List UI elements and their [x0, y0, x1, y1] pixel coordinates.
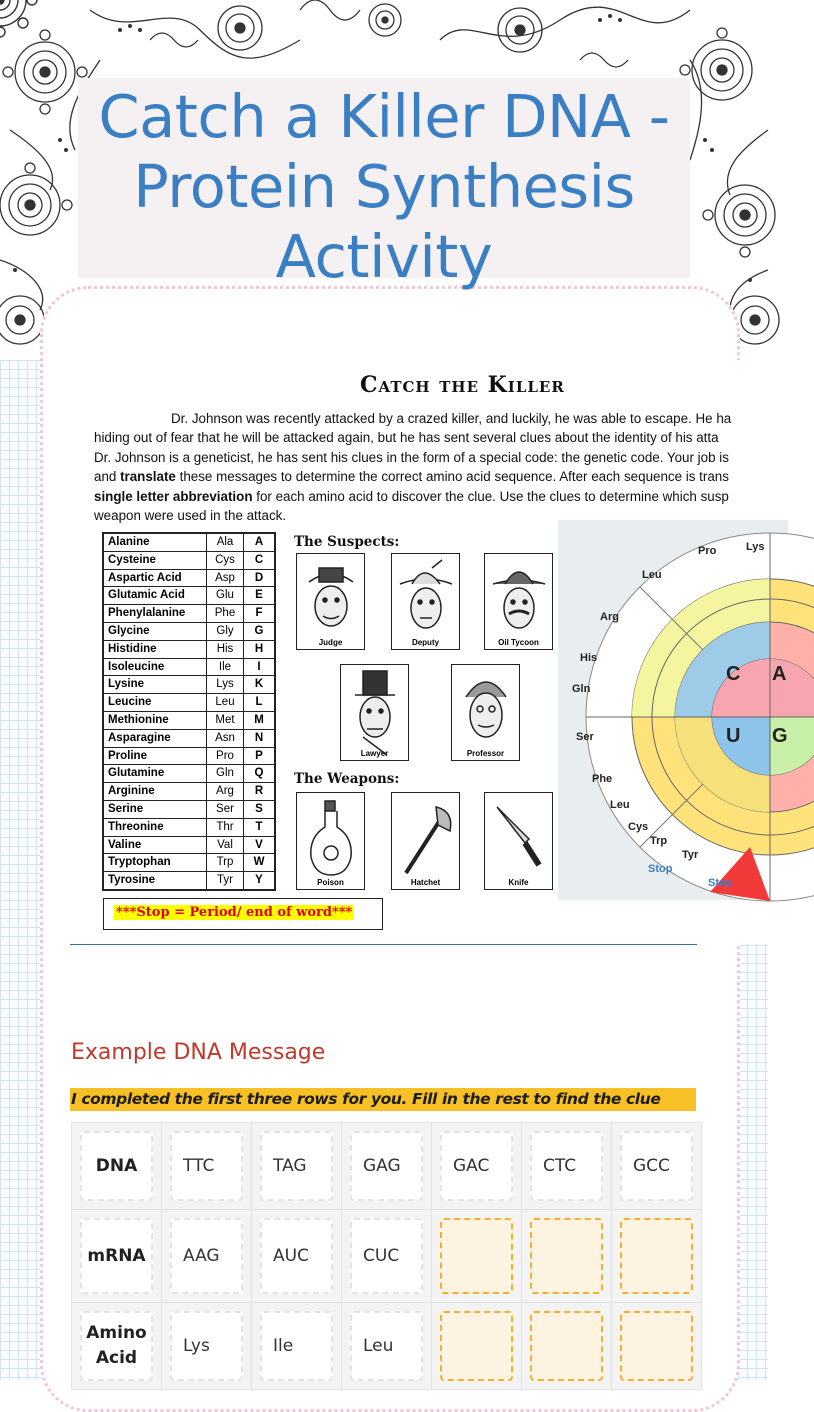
wheel-label: Phe — [592, 773, 613, 785]
cell-value: AAG — [170, 1218, 243, 1294]
suspect-caption: Judge — [318, 638, 343, 647]
table-cell — [432, 1123, 522, 1210]
answer-input[interactable] — [530, 1218, 603, 1294]
worksheet-heading: Catch the Killer — [360, 372, 565, 398]
amino-acid-row — [103, 872, 275, 890]
suspect-deputy — [391, 553, 460, 650]
amino-acid-row — [103, 836, 275, 854]
three-letter-code: Arg — [207, 783, 244, 801]
wheel-label: Stop — [648, 863, 673, 875]
three-letter-code: Asn — [207, 729, 244, 747]
amino-acid-name: Phenylalanine — [103, 605, 207, 623]
three-letter-code: His — [207, 640, 244, 658]
three-letter-code: Val — [207, 836, 244, 854]
worksheet-paragraph — [94, 409, 814, 525]
three-letter-code: Tyr — [207, 872, 244, 890]
one-letter-code: P — [244, 747, 276, 765]
three-letter-code: Glu — [207, 587, 244, 605]
one-letter-code: G — [244, 622, 276, 640]
paragraph-line: Dr. Johnson was recently attacked by a crazed killer, and luckily, he was able to escape. He ha — [171, 411, 732, 426]
dna-table-row — [72, 1123, 702, 1210]
cell-value: GAG — [350, 1131, 423, 1201]
amino-acid-row — [103, 765, 275, 783]
weapon-knife — [484, 792, 553, 890]
wheel-label: Leu — [642, 569, 662, 581]
one-letter-code: C — [244, 551, 276, 569]
table-cell — [252, 1210, 342, 1303]
instruction-text: I completed the first three rows for you. Fill in the rest to find the clue — [71, 1090, 661, 1108]
amino-acid-row — [103, 587, 275, 605]
amino-acid-name: Serine — [103, 800, 207, 818]
three-letter-code: Leu — [207, 694, 244, 712]
row-label-cell — [72, 1303, 162, 1390]
wheel-label: Lys — [746, 541, 765, 553]
one-letter-code: Q — [244, 765, 276, 783]
table-cell — [342, 1123, 432, 1210]
dna-table-row — [72, 1303, 702, 1390]
one-letter-code: F — [244, 605, 276, 623]
three-letter-code: Thr — [207, 818, 244, 836]
amino-acid-row — [103, 533, 275, 551]
wheel-base: A — [772, 663, 787, 685]
table-cell — [522, 1303, 612, 1390]
suspect-caption: Lawyer — [360, 749, 389, 758]
one-letter-code: M — [244, 711, 276, 729]
table-cell — [252, 1303, 342, 1390]
wheel-label: Leu — [610, 799, 630, 811]
amino-acid-row — [103, 818, 275, 836]
codon-wheel — [558, 520, 788, 900]
amino-acid-row — [103, 551, 275, 569]
weapon-hatchet — [391, 792, 460, 890]
table-cell — [432, 1303, 522, 1390]
amino-acid-name: Leucine — [103, 694, 207, 712]
row-label-cell — [72, 1123, 162, 1210]
cell-value: Leu — [350, 1311, 423, 1381]
amino-acid-row — [103, 800, 275, 818]
one-letter-code: H — [244, 640, 276, 658]
cell-value: TAG — [260, 1131, 333, 1201]
answer-input[interactable] — [620, 1218, 693, 1294]
amino-acid-name: Glutamic Acid — [103, 587, 207, 605]
suspect-lawyer — [340, 664, 409, 761]
wheel-label: Cys — [628, 821, 649, 833]
table-cell — [522, 1210, 612, 1303]
table-cell — [612, 1303, 702, 1390]
amino-acid-name: Isoleucine — [103, 658, 207, 676]
table-cell — [162, 1123, 252, 1210]
cell-value: GAC — [440, 1131, 513, 1201]
amino-acid-row — [103, 854, 275, 872]
three-letter-code: Ala — [207, 533, 244, 551]
amino-acid-name: Aspartic Acid — [103, 569, 207, 587]
suspect-caption: Deputy — [411, 638, 440, 647]
wheel-base: C — [726, 663, 741, 685]
amino-acid-row — [103, 694, 275, 712]
dna-message-table — [71, 1122, 702, 1390]
one-letter-code: I — [244, 658, 276, 676]
table-cell — [342, 1210, 432, 1303]
wheel-label: Ser — [576, 731, 594, 743]
table-cell — [612, 1123, 702, 1210]
cell-value: Ile — [260, 1311, 333, 1381]
paragraph-line: Dr. Johnson is a geneticist, he has sent his clues in the form of a special code: the genetic code. Your job is — [94, 449, 729, 465]
cell-value: CUC — [350, 1218, 423, 1294]
amino-acid-name: Methionine — [103, 711, 207, 729]
one-letter-code: E — [244, 587, 276, 605]
three-letter-code: Gln — [207, 765, 244, 783]
paragraph-line: weapon were used in the attack. — [94, 507, 287, 523]
one-letter-code: N — [244, 729, 276, 747]
answer-input[interactable] — [440, 1218, 513, 1294]
amino-acid-name: Threonine — [103, 818, 207, 836]
answer-input[interactable] — [530, 1311, 603, 1381]
table-cell — [612, 1210, 702, 1303]
one-letter-code: K — [244, 676, 276, 694]
wheel-label: His — [580, 652, 598, 664]
dna-table-row — [72, 1210, 702, 1303]
weapon-caption: Hatchet — [410, 878, 441, 887]
one-letter-code: S — [244, 800, 276, 818]
wheel-label: Tyr — [682, 849, 699, 861]
row-label: Amino Acid — [80, 1311, 153, 1381]
table-cell — [432, 1210, 522, 1303]
section-divider — [70, 944, 697, 945]
three-letter-code: Trp — [207, 854, 244, 872]
suspect-caption: Oil Tycoon — [498, 638, 539, 647]
amino-acid-name: Cysteine — [103, 551, 207, 569]
amino-acid-row — [103, 676, 275, 694]
row-label: DNA — [80, 1131, 153, 1201]
wheel-base: U — [726, 725, 741, 747]
page-title: Catch a Killer DNA - Protein Synthesis Activity — [98, 82, 670, 291]
table-cell — [252, 1123, 342, 1210]
amino-acid-name: Glutamine — [103, 765, 207, 783]
amino-acid-name: Histidine — [103, 640, 207, 658]
one-letter-code: L — [244, 694, 276, 712]
answer-input[interactable] — [440, 1311, 513, 1381]
one-letter-code: T — [244, 818, 276, 836]
cell-value: AUC — [260, 1218, 333, 1294]
three-letter-code: Phe — [207, 605, 244, 623]
amino-acid-name: Tryptophan — [103, 854, 207, 872]
amino-acid-name: Valine — [103, 836, 207, 854]
wheel-label: Gln — [572, 683, 591, 695]
stop-note-box — [103, 898, 383, 930]
amino-acid-name: Glycine — [103, 622, 207, 640]
wheel-label: Arg — [600, 611, 619, 623]
wheel-label: Stop — [708, 877, 733, 889]
amino-acid-row — [103, 605, 275, 623]
amino-acid-name: Proline — [103, 747, 207, 765]
one-letter-code: R — [244, 783, 276, 801]
one-letter-code: A — [244, 533, 276, 551]
worksheet-image — [70, 360, 788, 944]
one-letter-code: W — [244, 854, 276, 872]
weapon-caption: Knife — [508, 878, 529, 887]
suspect-judge — [296, 553, 365, 650]
amino-acid-row — [103, 569, 275, 587]
three-letter-code: Ser — [207, 800, 244, 818]
suspects-label: The Suspects: — [294, 534, 400, 550]
row-label: mRNA — [80, 1218, 153, 1294]
wheel-base: G — [772, 725, 788, 747]
cell-value: GCC — [620, 1131, 693, 1201]
amino-acid-table — [102, 532, 276, 891]
table-cell — [342, 1303, 432, 1390]
table-cell — [522, 1123, 612, 1210]
amino-acid-row — [103, 729, 275, 747]
paragraph-line: single letter abbreviation for each amino acid to discover the clue. Use the clues to determine which susp — [94, 488, 729, 504]
amino-acid-row — [103, 658, 275, 676]
paragraph-line: hiding out of fear that he will be attacked again, but he has sent several clues about the identity of his atta — [94, 430, 719, 446]
suspect-professor — [451, 664, 520, 761]
amino-acid-row — [103, 640, 275, 658]
one-letter-code: Y — [244, 872, 276, 890]
amino-acid-name: Alanine — [103, 533, 207, 551]
three-letter-code: Asp — [207, 569, 244, 587]
weapon-caption: Poison — [317, 878, 344, 887]
suspect-oil-tycoon — [484, 553, 553, 650]
amino-acid-row — [103, 711, 275, 729]
one-letter-code: V — [244, 836, 276, 854]
one-letter-code: D — [244, 569, 276, 587]
table-cell — [162, 1210, 252, 1303]
cell-value: TTC — [170, 1131, 243, 1201]
example-heading: Example DNA Message — [71, 1040, 326, 1065]
wheel-label: Pro — [698, 545, 717, 557]
amino-acid-name: Lysine — [103, 676, 207, 694]
three-letter-code: Ile — [207, 658, 244, 676]
amino-acid-row — [103, 783, 275, 801]
instruction-banner — [70, 1088, 696, 1111]
three-letter-code: Met — [207, 711, 244, 729]
amino-acid-row — [103, 622, 275, 640]
stop-note: ***Stop = Period/ end of word*** — [116, 905, 353, 920]
amino-acid-name: Arginine — [103, 783, 207, 801]
amino-acid-name: Tyrosine — [103, 872, 207, 890]
cell-value: Lys — [170, 1311, 243, 1381]
weapons-label: The Weapons: — [294, 771, 400, 787]
weapon-poison — [296, 792, 365, 890]
three-letter-code: Gly — [207, 622, 244, 640]
amino-acid-name: Asparagine — [103, 729, 207, 747]
title-banner — [78, 78, 690, 291]
row-label-cell — [72, 1210, 162, 1303]
three-letter-code: Cys — [207, 551, 244, 569]
suspect-caption: Professor — [466, 749, 505, 758]
wheel-label: Trp — [650, 835, 668, 847]
three-letter-code: Pro — [207, 747, 244, 765]
three-letter-code: Lys — [207, 676, 244, 694]
cell-value: CTC — [530, 1131, 603, 1201]
answer-input[interactable] — [620, 1311, 693, 1381]
table-cell — [162, 1303, 252, 1390]
paragraph-line: and translate these messages to determine the correct amino acid sequence. After each sequence is trans — [94, 469, 729, 485]
amino-acid-row — [103, 747, 275, 765]
